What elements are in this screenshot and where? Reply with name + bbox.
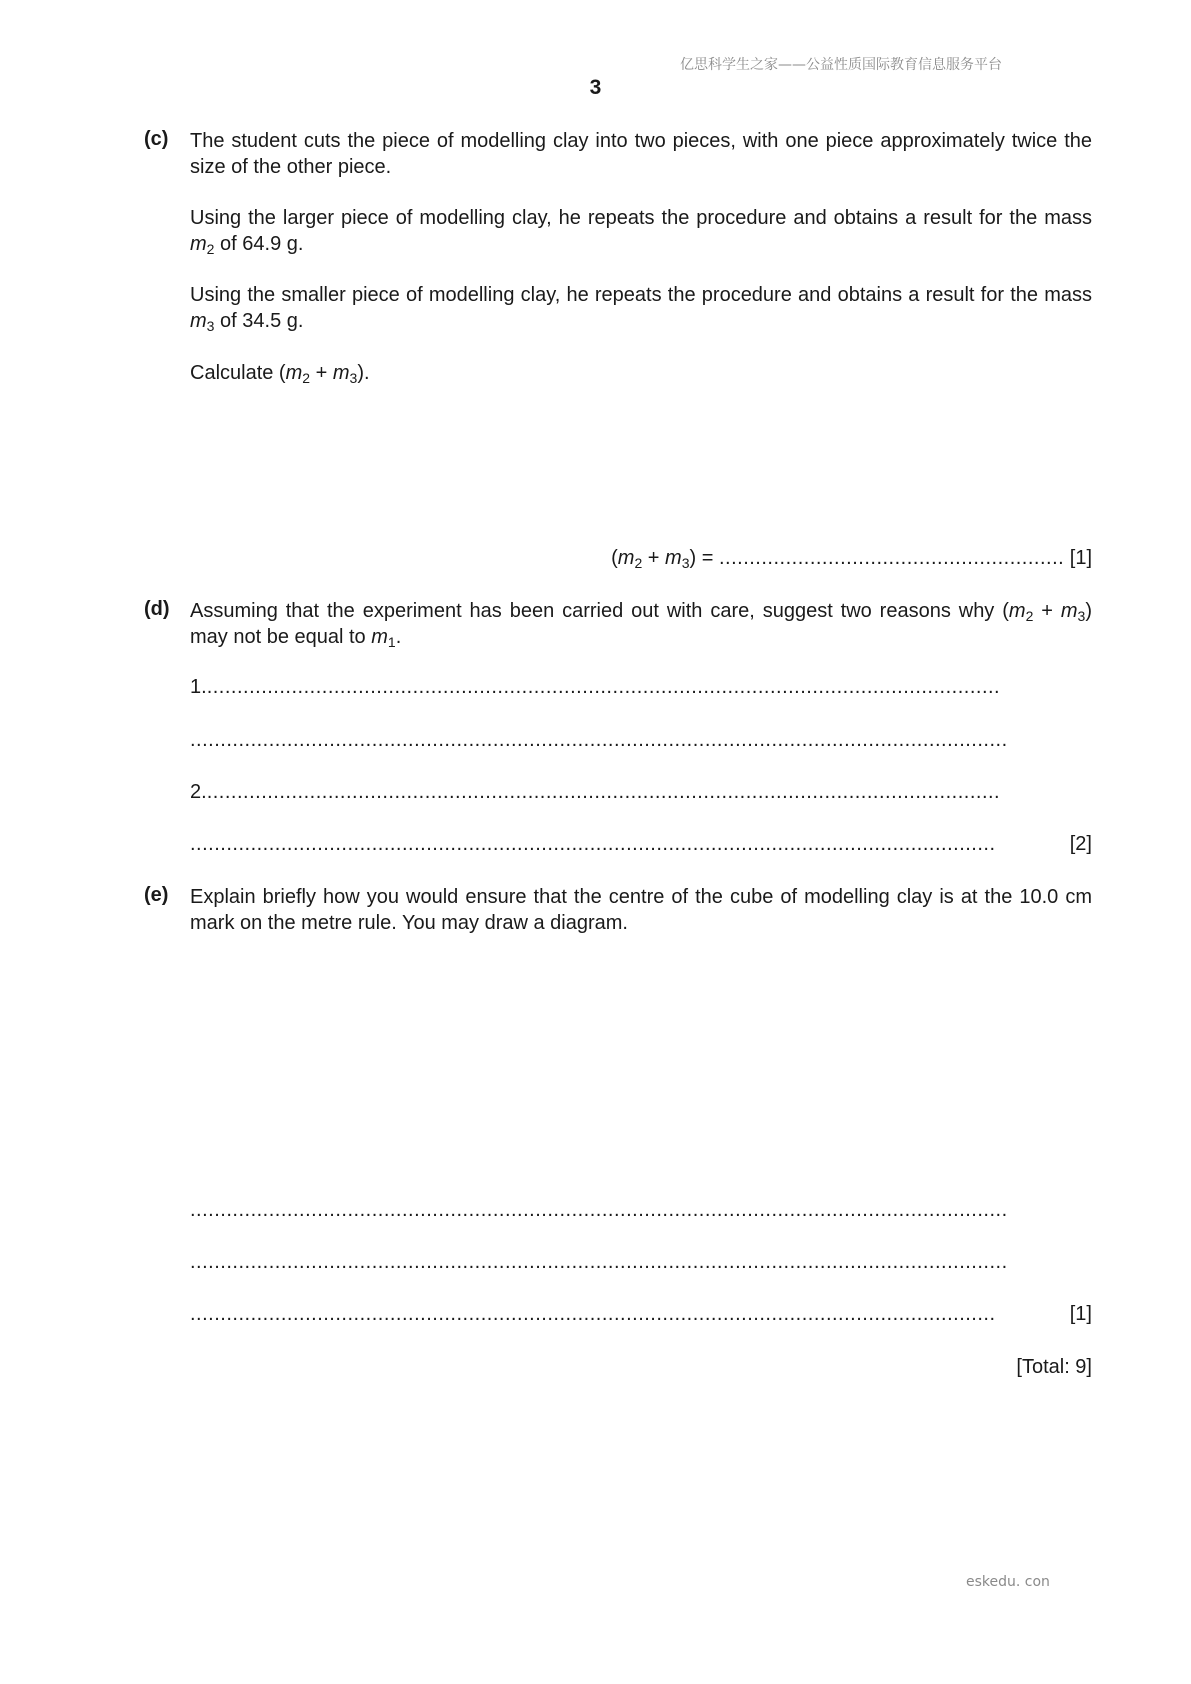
variable-m: m bbox=[1060, 600, 1078, 622]
part-c-paragraph-1: The student cuts the piece of modelling clay into two pieces, with one piece approximately twice the size of the other piece. bbox=[190, 130, 1092, 178]
part-d-question bbox=[190, 598, 1092, 650]
answer-dots[interactable]: ....................................................................................................................................... bbox=[190, 1199, 1008, 1221]
part-d-answer-line-4[interactable] bbox=[190, 831, 1092, 857]
variable-m: m bbox=[190, 233, 207, 255]
part-c-label: (c) bbox=[144, 128, 169, 150]
text: + bbox=[1033, 600, 1061, 622]
variable-m: m bbox=[617, 547, 635, 569]
text: Calculate ( bbox=[190, 362, 286, 384]
subscript: 1 bbox=[387, 634, 396, 650]
variable-m: m bbox=[190, 310, 207, 332]
text: ) may not be equal to bbox=[190, 600, 1092, 648]
subscript: 2 bbox=[302, 370, 311, 386]
part-e-answer-line-1[interactable] bbox=[190, 1197, 1092, 1223]
text: Using the smaller piece of modelling clay, he repeats the procedure and obtains a result for the mass bbox=[190, 284, 1092, 306]
total-marks: [Total: 9] bbox=[1016, 1356, 1092, 1378]
text: ( bbox=[611, 547, 618, 569]
answer-dots[interactable]: ....................................................................................................................................... bbox=[190, 729, 1008, 751]
variable-m: m bbox=[285, 362, 303, 384]
part-c-calculate-instruction bbox=[190, 360, 1092, 386]
mark-allocation: [1] bbox=[1064, 547, 1092, 569]
part-e-label: (e) bbox=[144, 884, 169, 906]
part-d-answer-line-2[interactable] bbox=[190, 727, 1092, 753]
answer-dots[interactable]: ..................................................................................................................................... bbox=[190, 1303, 996, 1325]
answer-dots[interactable]: ..................................................................................................................................... bbox=[190, 833, 996, 855]
answer-dots[interactable]: ................................................................................................................................... bbox=[206, 676, 1001, 698]
variable-m: m bbox=[332, 362, 350, 384]
part-d-label: (d) bbox=[144, 598, 170, 620]
subscript: 3 bbox=[349, 370, 358, 386]
text: ). bbox=[357, 362, 370, 384]
subscript: 3 bbox=[681, 555, 690, 571]
footer-watermark: eskedu. con bbox=[966, 1574, 1050, 1590]
part-e-question: Explain briefly how you would ensure that the centre of the cube of modelling clay is at the 10.0 cm mark on the metre rule. You may draw a diagram. bbox=[190, 886, 1092, 934]
text: of 64.9 g. bbox=[214, 233, 304, 255]
answer-dots[interactable]: ......................................................... bbox=[718, 547, 1065, 569]
page-number: 3 bbox=[589, 76, 602, 99]
subscript: 3 bbox=[1077, 608, 1086, 624]
text: of 34.5 g. bbox=[214, 310, 304, 332]
part-d-answer-line-3[interactable] bbox=[190, 779, 1092, 805]
text: Assuming that the experiment has been carried out with care, suggest two reasons why ( bbox=[190, 600, 1009, 622]
part-c-paragraph-2 bbox=[190, 205, 1092, 257]
text: + bbox=[310, 362, 333, 384]
text: + bbox=[642, 547, 666, 569]
watermark-text: 亿思科学生之家——公益性质国际教育信息服务平台 bbox=[680, 57, 1002, 73]
part-d-answer-line-1[interactable] bbox=[190, 674, 1092, 700]
part-c-paragraph-3 bbox=[190, 282, 1092, 334]
text: Using the larger piece of modelling clay, he repeats the procedure and obtains a result for the mass bbox=[190, 207, 1092, 229]
part-e-answer-line-3[interactable] bbox=[190, 1301, 1092, 1327]
text: . bbox=[395, 626, 402, 648]
part-c-answer-line[interactable] bbox=[190, 545, 1092, 571]
mark-allocation: [2] bbox=[1069, 833, 1092, 855]
subscript: 2 bbox=[1025, 608, 1034, 624]
text: ) = bbox=[689, 547, 719, 569]
subscript: 2 bbox=[206, 241, 215, 257]
part-e-answer-line-2[interactable] bbox=[190, 1249, 1092, 1275]
mark-allocation: [1] bbox=[1069, 1303, 1092, 1325]
variable-m: m bbox=[1008, 600, 1026, 622]
subscript: 2 bbox=[634, 555, 643, 571]
variable-m: m bbox=[371, 626, 388, 648]
answer-dots[interactable]: ....................................................................................................................................... bbox=[190, 1251, 1008, 1273]
answer-dots[interactable]: ................................................................................................................................... bbox=[206, 781, 1001, 803]
answer-number: 1. bbox=[190, 676, 207, 698]
variable-m: m bbox=[665, 547, 682, 569]
answer-number: 2. bbox=[190, 781, 207, 803]
subscript: 3 bbox=[206, 318, 215, 334]
